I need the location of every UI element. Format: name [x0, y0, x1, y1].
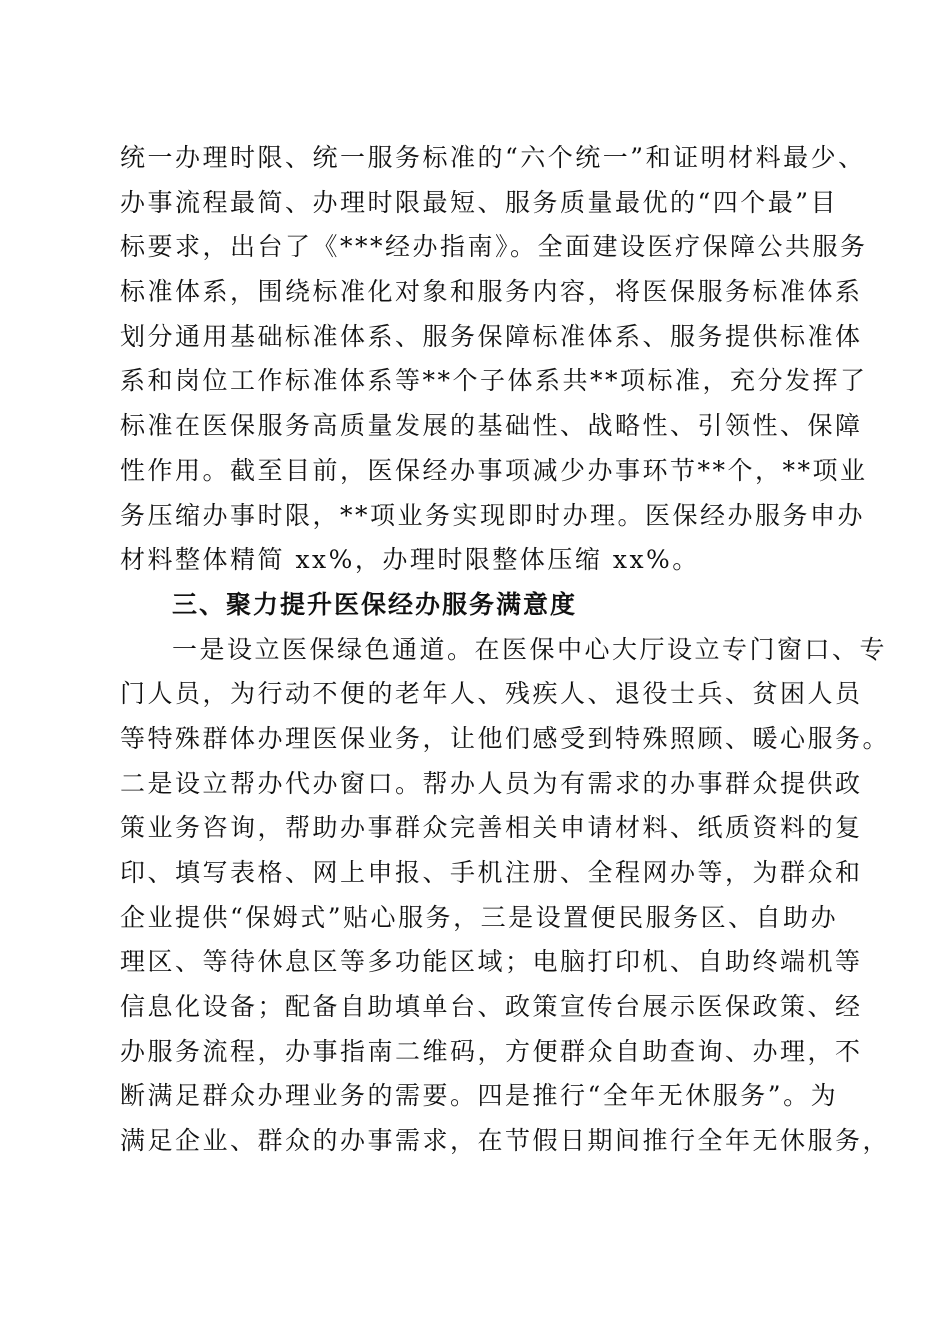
paragraph2-line: 门人员，为行动不便的老年人、残疾人、退役士兵、贫困人员 [120, 679, 863, 709]
paragraph2-line: 企业提供“保姆式”贴心服务，三是设置便民服务区、自助办 [120, 902, 839, 932]
paragraph2-line: 办服务流程，办事指南二维码，方便群众自助查询、办理，不 [120, 1036, 863, 1066]
paragraph1-line: 材料整体精简 xx%，办理时限整体压缩 xx%。 [120, 545, 700, 575]
paragraph1-line: 务压缩办事时限，**项业务实现即时办理。医保经办服务申办 [120, 500, 866, 530]
section-heading: 三、聚力提升医保经办服务满意度 [172, 589, 578, 619]
document-body [120, 136, 891, 1164]
paragraph2-line: 一是设立医保绿色通道。在医保中心大厅设立专门窗口、专 [172, 634, 888, 664]
paragraph2-line: 等特殊群体办理医保业务，让他们感受到特殊照顾、暖心服务。 [120, 723, 891, 753]
paragraph1-line: 标要求，出台了《***经办指南》。全面建设医疗保障公共服务 [120, 232, 868, 262]
paragraph2-line: 理区、等待休息区等多功能区域；电脑打印机、自助终端机等 [120, 947, 863, 977]
paragraph2-line: 二是设立帮办代办窗口。帮办人员为有需求的办事群众提供政 [120, 768, 863, 798]
paragraph2-line: 信息化设备；配备自助填单台、政策宣传台展示医保政策、经 [120, 992, 863, 1022]
paragraph1-line: 统一办理时限、统一服务标准的“六个统一”和证明材料最少、 [120, 143, 866, 172]
paragraph1-line: 性作用。截至目前，医保经办事项减少办事环节**个，**项业 [120, 455, 868, 485]
paragraph1-line: 划分通用基础标准体系、服务保障标准体系、服务提供标准体 [120, 321, 863, 351]
paragraph1-line: 标准体系，围绕标准化对象和服务内容，将医保服务标准体系 [120, 277, 863, 307]
paragraph2-line: 断满足群众办理业务的需要。四是推行“全年无休服务”。为 [120, 1081, 839, 1111]
paragraph2-line: 满足企业、群众的办事需求，在节假日期间推行全年无休服务， [120, 1126, 891, 1156]
paragraph1-line: 办事流程最简、办理时限最短、服务质量最优的“四个最”目 [120, 187, 839, 217]
paragraph1-line: 标准在医保服务高质量发展的基础性、战略性、引领性、保障 [120, 411, 863, 441]
paragraph1-line: 系和岗位工作标准体系等**个子体系共**项标准，充分发挥了 [120, 366, 868, 396]
paragraph2-line: 策业务咨询，帮助办事群众完善相关申请材料、纸质资料的复 [120, 813, 863, 843]
paragraph2-line: 印、填写表格、网上申报、手机注册、全程网办等，为群众和 [120, 858, 863, 887]
